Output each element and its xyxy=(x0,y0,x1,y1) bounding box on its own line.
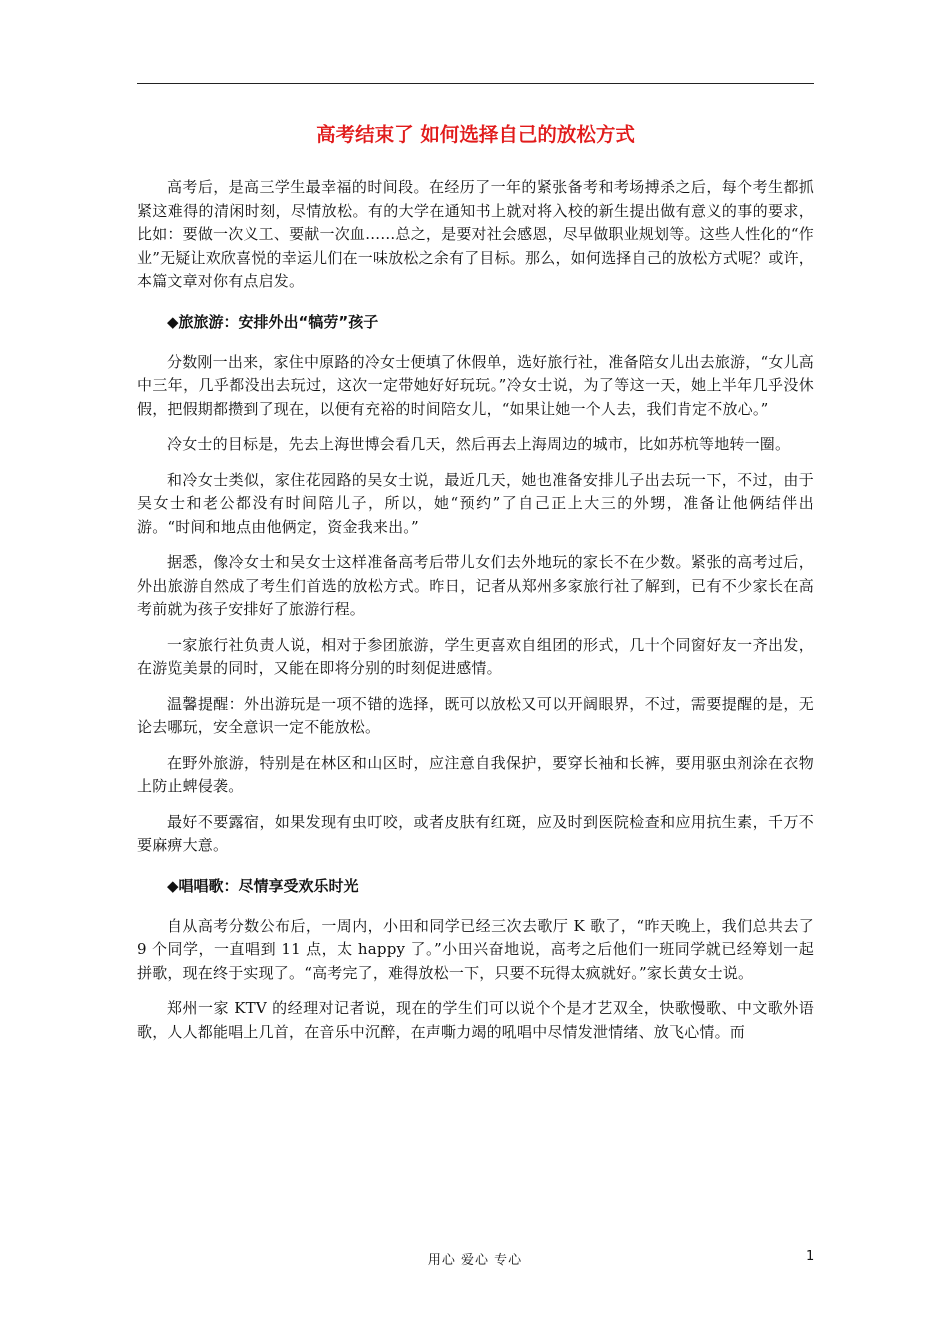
header-rule xyxy=(137,83,814,84)
section-heading-travel: ◆旅旅游：安排外出“犒劳”孩子 xyxy=(167,312,379,331)
singing-paragraph-2: 郑州一家 KTV 的经理对记者说，现在的学生们可以说个个是才艺双全，快歌慢歌、中文歌外语歌，人人都能唱上几首，在音乐中沉醉，在声嘶力竭的吼唱中尽情发泄情绪、放飞心情。而 xyxy=(137,999,814,1041)
travel-paragraph-6: 温馨提醒：外出游玩是一项不错的选择，既可以放松又可以开阔眼界，不过，需要提醒的是，无论去哪玩，安全意识一定不能放松。 xyxy=(137,694,814,736)
travel-paragraph-4: 据悉，像冷女士和吴女士这样准备高考后带儿女们去外地玩的家长不在少数。紧张的高考过后，外出旅游自然成了考生们首选的放松方式。昨日，记者从郑州多家旅行社了解到，已有不少家长在高考前就为孩子安排好了旅游行程。 xyxy=(137,553,814,618)
travel-paragraph-7: 在野外旅游，特别是在林区和山区时，应注意自我保护，要穿长袖和长裤，要用驱虫剂涂在衣物上防止蜱侵袭。 xyxy=(137,753,814,795)
travel-paragraph-8: 最好不要露宿，如果发现有虫叮咬，或者皮肤有红斑，应及时到医院检查和应用抗生素，千万不要麻痹大意。 xyxy=(137,812,814,854)
document-title: 高考结束了 如何选择自己的放松方式 xyxy=(316,123,635,146)
section-heading-singing: ◆唱唱歌：尽情享受欢乐时光 xyxy=(167,876,359,895)
travel-paragraph-2: 冷女士的目标是，先去上海世博会看几天，然后再去上海周边的城市，比如苏杭等地转一圈。 xyxy=(167,435,791,453)
travel-paragraph-5: 一家旅行社负责人说，相对于参团旅游，学生更喜欢自组团的形式，几十个同窗好友一齐出发，在游览美景的同时，又能在即将分别的时刻促进感情。 xyxy=(137,635,814,677)
travel-paragraph-3: 和冷女士类似，家住花园路的吴女士说，最近几天，她也准备安排儿子出去玩一下，不过，由于吴女士和老公都没有时间陪儿子，所以，她“预约”了自己正上大三的外甥，准备让他俩结伴出游。“时间和地点由他俩定，资金我来出。” xyxy=(137,470,814,536)
intro-paragraph: 高考后，是高三学生最幸福的时间段。在经历了一年的紧张备考和考场搏杀之后，每个考生都抓紧这难得的清闲时刻，尽情放松。有的大学在通知书上就对将入校的新生提出做有意义的事的要求，比如：要做一次义工、要献一次血……总之，是要对社会感恩，尽早做职业规划等。这些人性化的“作业”无疑让欢欣喜悦的幸运儿们在一味放松之余有了目标。那么，如何选择自己的放松方式呢？或许，本篇文章对你有点启发。 xyxy=(137,178,814,290)
footer-motto: 用心 爱心 专心 xyxy=(427,1253,523,1268)
travel-paragraph-1: 分数刚一出来，家住中原路的冷女士便填了休假单，选好旅行社，准备陪女儿出去旅游，“女儿高中三年，几乎都没出去玩过，这次一定带她好好玩玩。”冷女士说，为了等这一天，她上半年几乎没休假，把假期都攒到了现在，以便有充裕的时间陪女儿，“如果让她一个人去，我们肯定不放心。” xyxy=(137,352,814,418)
document-body xyxy=(137,118,814,1056)
singing-paragraph-1: 自从高考分数公布后，一周内，小田和同学已经三次去歌厅 K 歌了，“昨天晚上，我们总共去了 9 个同学，一直唱到 11 点，太 happy 了。”小田兴奋地说，高考之后他们一班同学就已经筹划一起拼歌，现在终于实现了。“高考完了，难得放松一下，只要不玩得太疯就好。”家长黄女士说。 xyxy=(137,916,814,982)
page-number: 1 xyxy=(806,1249,815,1264)
